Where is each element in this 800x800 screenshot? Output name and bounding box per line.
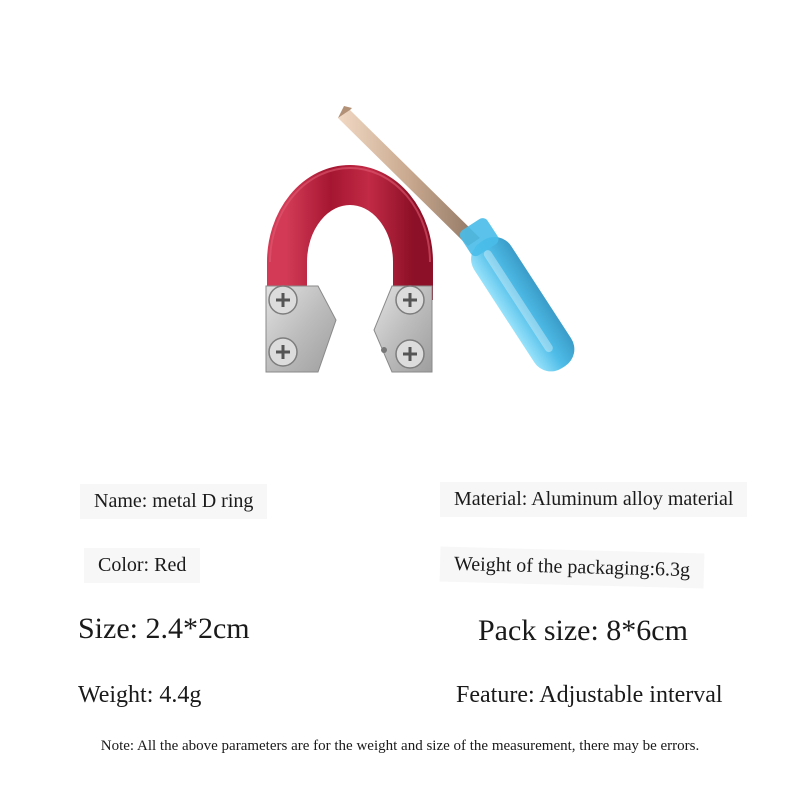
screwdriver-icon <box>338 106 582 379</box>
spec-name: Name: metal D ring <box>80 484 267 519</box>
spec-weight: Weight: 4.4g <box>78 682 202 708</box>
spec-size: Size: 2.4*2cm <box>78 612 250 645</box>
spec-packaging-weight: Weight of the packaging:6.3g <box>440 547 705 589</box>
spec-feature: Feature: Adjustable interval <box>456 682 723 708</box>
disclaimer-note: Note: All the above parameters are for the weight and size of the measurement, there may be errors. <box>100 738 700 754</box>
spec-pack-size: Pack size: 8*6cm <box>478 614 688 647</box>
spec-color: Color: Red <box>84 548 200 583</box>
spec-material: Material: Aluminum alloy material <box>440 482 747 517</box>
